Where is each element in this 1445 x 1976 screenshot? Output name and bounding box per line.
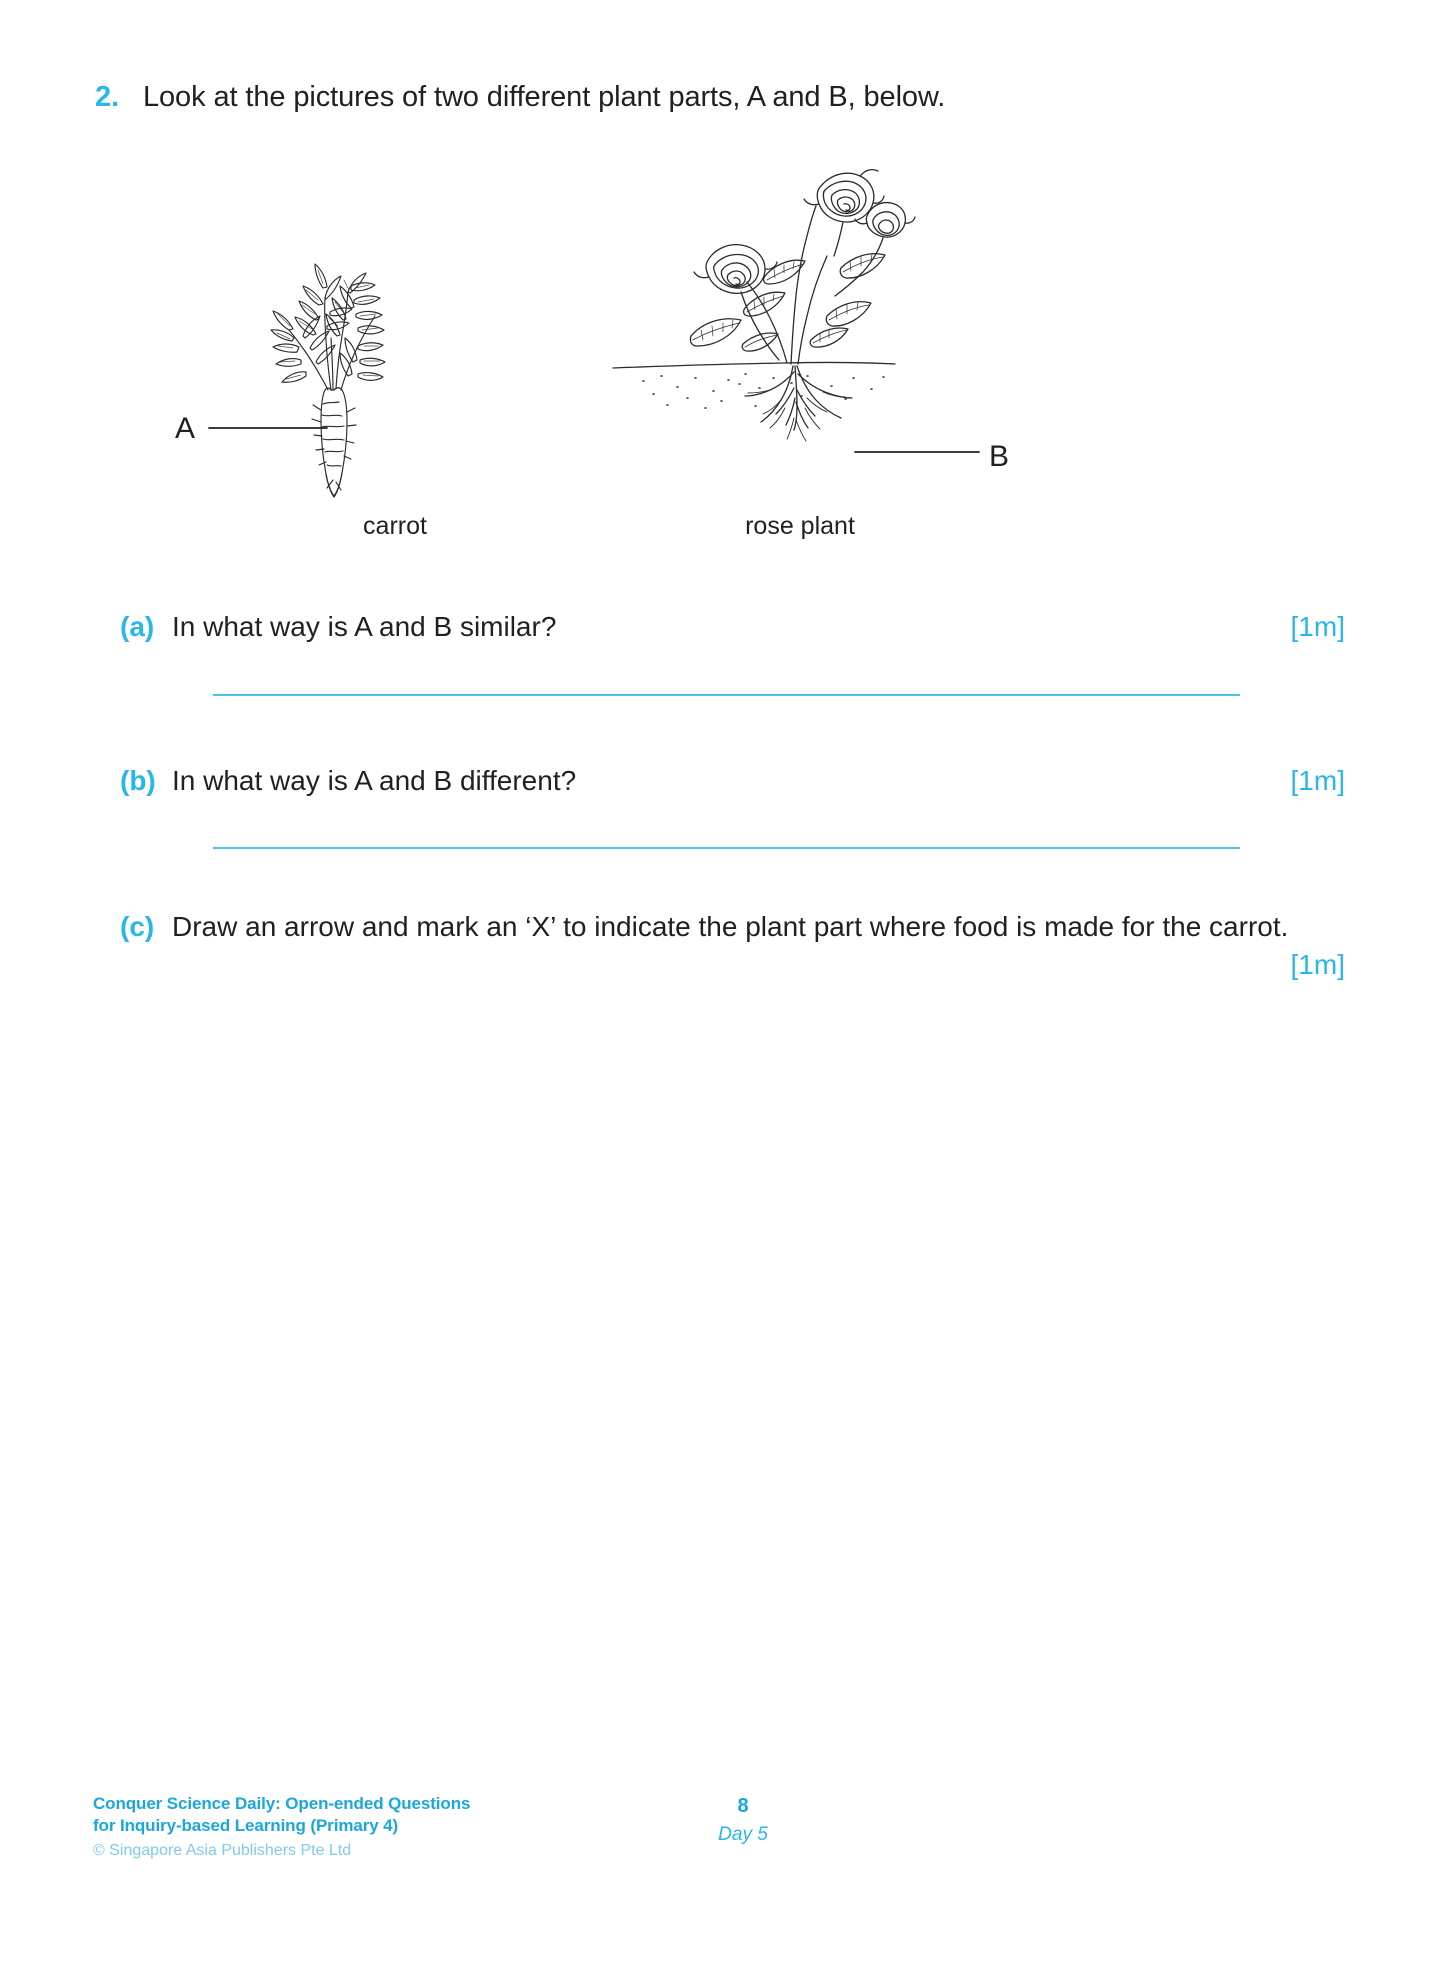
subquestion-c-marks: [1m] — [1290, 949, 1345, 980]
subquestion-b — [120, 762, 1345, 801]
footer-title-line1: Conquer Science Daily: Open-ended Questions — [93, 1794, 471, 1813]
carrot-plant-illustration — [155, 140, 515, 500]
carrot-figure — [155, 140, 515, 500]
subquestion-a-marks: [1m] — [1290, 611, 1345, 642]
caption-rose: rose plant — [745, 512, 855, 540]
footer-copyright: © Singapore Asia Publishers Pte Ltd — [93, 1841, 352, 1859]
subquestion-c — [120, 908, 1345, 980]
question-text: Look at the pictures of two different plant parts, A and B, below. — [143, 81, 946, 113]
subquestion-b-text: In what way is A and B different? — [172, 765, 577, 796]
footer-center-block — [653, 1793, 833, 1848]
answer-line-a[interactable] — [213, 694, 1240, 696]
question-number: 2. — [95, 81, 120, 113]
subquestion-a-text: In what way is A and B similar? — [172, 611, 557, 642]
rose-plant-illustration — [595, 140, 1055, 500]
question-heading — [95, 78, 1345, 117]
subquestion-b-letter: (b) — [120, 765, 156, 796]
figure-label-a: A — [175, 412, 196, 445]
subquestion-a-letter: (a) — [120, 611, 155, 642]
footer-title-line2: for Inquiry-based Learning (Primary 4) — [93, 1816, 399, 1836]
figure-label-b: B — [989, 440, 1010, 473]
page-number: 8 — [737, 1795, 749, 1817]
page-footer — [93, 1793, 1353, 1861]
caption-carrot: carrot — [363, 512, 427, 540]
subquestion-c-text: Draw an arrow and mark an ‘X’ to indicate the plant part where food is made for the carrot. — [172, 911, 1289, 942]
day-label: Day 5 — [718, 1824, 768, 1845]
subquestion-b-marks: [1m] — [1290, 765, 1345, 796]
subquestion-c-letter: (c) — [120, 911, 155, 942]
subquestion-a — [120, 608, 1345, 647]
rose-figure — [595, 140, 1055, 500]
answer-line-b[interactable] — [213, 847, 1240, 849]
figures-area — [95, 140, 1345, 560]
